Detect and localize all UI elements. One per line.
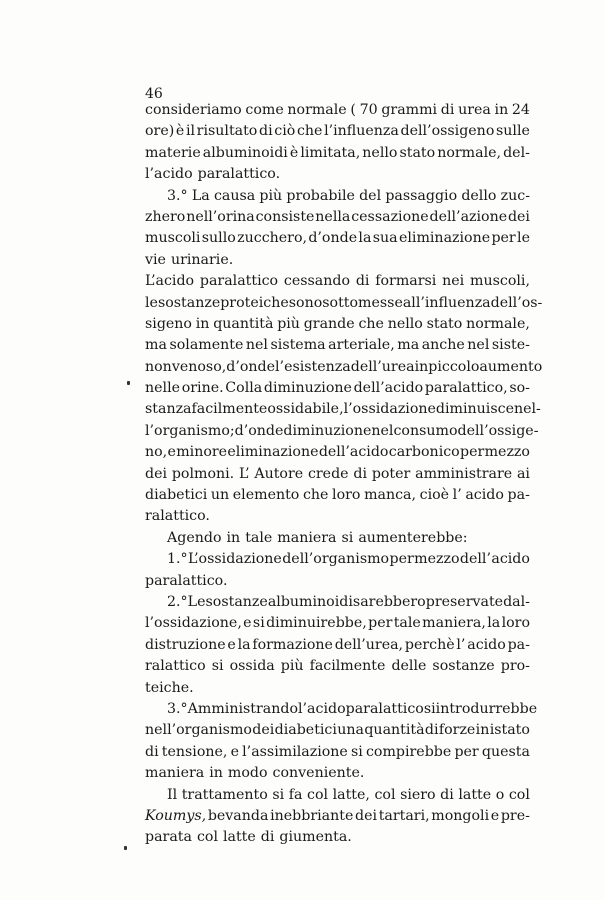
text-line: materie albuminoidi è limitata, nello stato normale, del- [145, 144, 530, 161]
text-line: 3.° La causa più probabile del passaggio dello zuc- [167, 187, 530, 204]
text-line: Il trattamento si fa col latte, col siero di latte o col [167, 786, 530, 803]
text-line: no, e minore eliminazione dell’acido carbonico per mezzo [145, 444, 530, 461]
text-line: le sostanze proteiche sono sottomesse all’influenza dell’os- [145, 294, 543, 311]
text-line: distruzione e la formazione dell’urea, perchè l’ acido pa- [145, 636, 530, 653]
text-line: l’acido paralattico. [145, 166, 281, 183]
text-line: teiche. [145, 679, 194, 696]
ink-speck [127, 381, 130, 385]
text-line: 3.° Amministrando l’acido paralattico si introdurrebbe [167, 700, 538, 717]
text-line: L’acido paralattico cessando di formarsi nei muscoli, [145, 273, 530, 290]
text-line: ralattico si ossida più facilmente delle sostanze pro- [145, 658, 530, 675]
text-line: ore) è il risultato di ciò che l’influenza dell’ossigeno sulle [145, 123, 530, 140]
body-text [145, 100, 543, 849]
text-line: non venoso, d’onde l’esistenza dell’urea in piccolo aumento [145, 358, 543, 375]
text-line: nelle orine. Colla diminuzione dell’acido paralattico, so- [145, 380, 530, 397]
text-line: l’ossidazione, e si diminuirebbe, per tale maniera, la loro [145, 615, 530, 632]
text-line: l’organismo; d’onde diminuzione nel consumo dell’ossige- [145, 422, 539, 439]
text-line: stanza facilmente ossidabile, l’ossidazione diminuisce nel- [145, 401, 541, 418]
text-line: ralattico. [145, 508, 210, 525]
ink-speck [124, 846, 127, 850]
text-line: diabetici un elemento che loro manca, cioè l’ acido pa- [145, 487, 530, 504]
text-line: di tensione, e l’assimilazione si compirebbe per questa [145, 743, 530, 760]
text-line: consideriamo come normale ( 70 grammi di urea in 24 [145, 102, 530, 118]
page-number: 46 [145, 86, 163, 102]
text-line: vie urinarie. [145, 251, 234, 268]
text-line: dei polmoni. L’ Autore crede di poter amministrare ai [145, 465, 530, 482]
text-line: maniera in modo conveniente. [145, 765, 365, 782]
text-line: paralattico. [145, 572, 228, 589]
text-line: ma solamente nel sistema arteriale, ma anche nel siste- [145, 337, 530, 354]
text-line: muscoli sullo zucchero, d’onde la sua eliminazione per le [145, 230, 530, 247]
text-line: sigeno in quantità più grande che nello stato normale, [145, 315, 530, 332]
text-line: Agendo in tale maniera si aumenterebbe: [167, 529, 468, 546]
text-line: nell’organismo dei diabetici una quantità di forze in istato [145, 722, 530, 739]
text-line: Koumys, bevanda inebbriante dei tartari, mongoli e pre- [145, 807, 530, 824]
text-line: zhero nell’orina consiste nella cessazione dell’azione dei [145, 208, 530, 225]
text-line: parata col latte di giumenta. [145, 829, 352, 846]
text-line: 2.° Le sostanze albuminoidi sarebbero preservate dal- [167, 593, 530, 610]
text-line: 1.° L’ossidazione dell’organismo per mezzo dell’ acido [167, 551, 530, 568]
